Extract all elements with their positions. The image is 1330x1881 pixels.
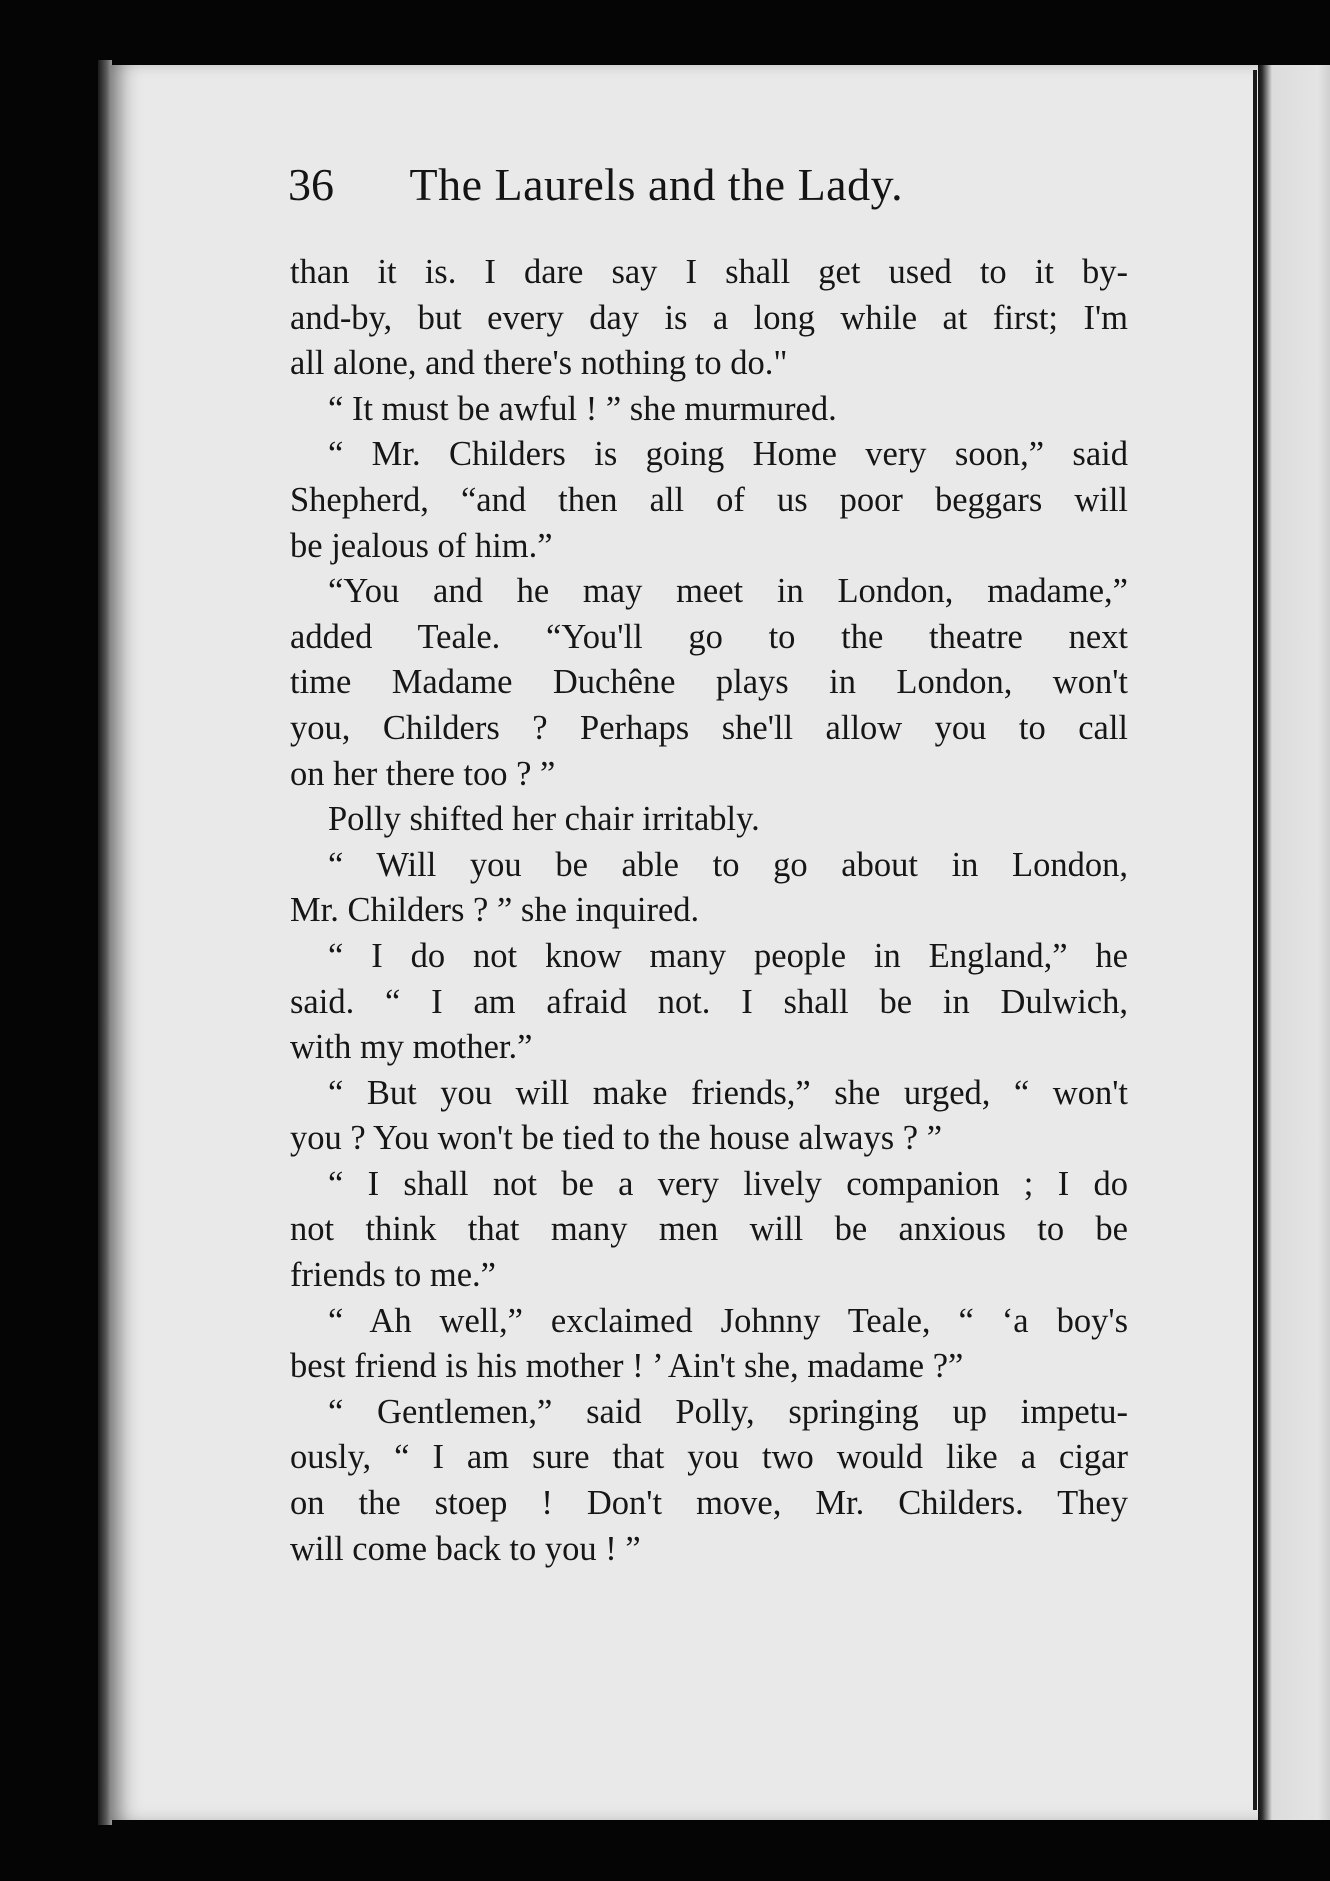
text-line: “ It must be awful ! ” she murmured. xyxy=(328,389,837,428)
text-line: Shepherd, “and then all of us poor beggars will xyxy=(290,480,1128,519)
facing-page-edge xyxy=(1258,65,1330,1820)
text-line: Polly shifted her chair irritably. xyxy=(328,800,760,839)
text-line: Mr. Childers ? ” she inquired. xyxy=(290,891,700,930)
text-line: than it is. I dare say I shall get used to it by- xyxy=(290,253,1128,291)
text-line: on the stoep ! Don't move, Mr. Childers. They xyxy=(290,1484,1128,1523)
text-line: “ But you will make friends,” she urged, “ won't xyxy=(328,1073,1128,1112)
text-line: “ Mr. Childers is going Home very soon,” said xyxy=(328,435,1128,474)
running-header xyxy=(288,158,1138,228)
text-line: said. “ I am afraid not. I shall be in Dulwich, xyxy=(290,982,1128,1021)
text-line: best friend is his mother ! ’ Ain't she, madame ?” xyxy=(290,1347,964,1386)
body-text xyxy=(290,250,1128,1572)
text-line: “ Will you be able to go about in London, xyxy=(328,845,1128,884)
text-line: added Teale. “You'll go to the theatre next xyxy=(290,617,1128,656)
text-line: not think that many men will be anxious to be xyxy=(290,1210,1128,1249)
text-line: friends to me.” xyxy=(290,1256,496,1295)
text-line: with my mother.” xyxy=(290,1028,533,1067)
page-number: 36 xyxy=(288,159,334,210)
text-line: “You and he may meet in London, madame,” xyxy=(328,572,1128,611)
text-line: “ I do not know many people in England,” he xyxy=(328,936,1128,975)
text-line: “ I shall not be a very lively companion ; I do xyxy=(328,1164,1128,1203)
text-line: “ Ah well,” exclaimed Johnny Teale, “ ‘a boy's xyxy=(328,1301,1128,1340)
text-line: ously, “ I am sure that you two would like a cigar xyxy=(290,1438,1128,1477)
text-line: will come back to you ! ” xyxy=(290,1529,641,1568)
page-gutter xyxy=(1253,70,1257,1810)
text-line: “ Gentlemen,” said Polly, springing up impetu- xyxy=(328,1392,1128,1431)
text-line: you, Childers ? Perhaps she'll allow you to call xyxy=(290,708,1128,747)
text-line: time Madame Duchêne plays in London, won't xyxy=(290,663,1128,702)
text-line: you ? You won't be tied to the house always ? ” xyxy=(290,1119,943,1158)
text-line: on her there too ? ” xyxy=(290,754,556,793)
text-line: all alone, and there's nothing to do." xyxy=(290,344,788,383)
text-line: be jealous of him.” xyxy=(290,526,553,565)
text-line: and-by, but every day is a long while at first; I'm xyxy=(290,298,1128,337)
running-title: The Laurels and the Lady. xyxy=(409,159,904,210)
